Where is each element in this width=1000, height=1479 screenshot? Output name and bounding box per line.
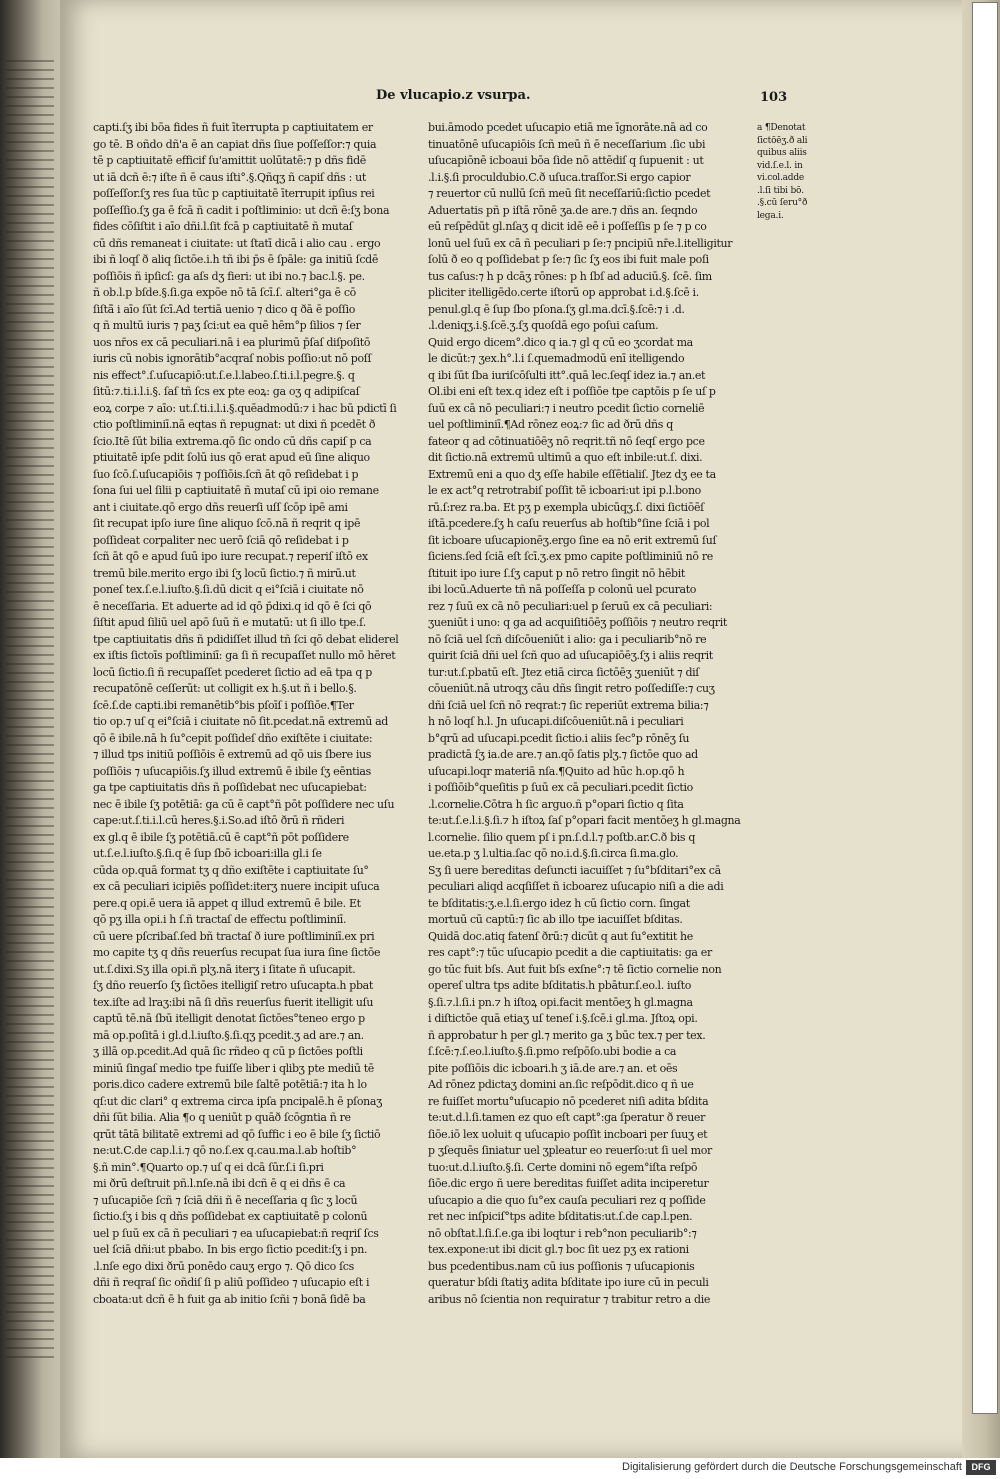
text-line: tur:ut.ſ.pbatū eſt. Jtez etiā circa ſictōēʒ ʒueniūt ⁊ diſ <box>428 665 700 679</box>
margin-note-line: vi.col.adde <box>757 173 805 183</box>
text-line: poſſideat corpaliter nec uerō ſciā qō reſidebat i p <box>93 533 349 547</box>
text-line: ſiōe.iō lex uoluit q uſucapio poſſit incboari per ſuuʒ et <box>428 1127 708 1141</box>
text-line: ex cā peculiari icipiēs poſſidet:iterʒ nuere incipit uſuca <box>93 880 380 893</box>
text-line: le ex act°q retrotrabiſ poſſit tē icboari:ut ipi p.l.bono <box>428 484 701 497</box>
text-line: ſuū ex cā nō peculiari:⁊ i neutro pcedit ſictio corneliē <box>428 401 705 415</box>
text-line: ut.ſ.e.l.iuſto.§.ſi.q ē ſup ſbō icboari:illa gl.i ſe <box>93 847 322 860</box>
text-line: ſona ſui uel ſilii p captiuitatē ñ mutaſ cū ipi oio remane <box>93 484 379 497</box>
text-line: dñi ſciā uel ſcñ nō reqrat:⁊ ſic reperiūt extrema bilia:⁊ <box>428 698 709 712</box>
marginal-note <box>757 122 817 222</box>
text-line: ſiſtit apud ſiliū uel apō ſuū ñ e mutatū: ut ſi illo tpe.ſ. <box>93 616 366 629</box>
text-line: cape:ut.ſ.ti.i.l.cū heres.§.i.So.ad iſtō ðrū ñ rñderi <box>93 814 345 827</box>
text-line: lonū uel ſuū ex cā ñ peculiari p ſe:⁊ pncipiū nr̄e.l.itelligitur <box>428 236 733 250</box>
text-line: qō ē ibile.nā h ſu°cepit poſſideſ dño exiſtēte i ciuitate: <box>93 731 373 745</box>
text-line: rez ⁊ ſuū ex cā nō peculiari:uel p ſeruū ex cā peculiari: <box>428 599 713 613</box>
text-line: tex.iſte ad lraʒ:ibi nā ſi dñs reuerſus fuerit itelligit uſu <box>93 995 374 1009</box>
text-line: ſit recupat ipſo iure ſine aliquo ſcō.nā ñ reqrit q ipē <box>93 517 361 530</box>
text-line: l.cornelie. ſilio quem pſ i pn.ſ.d.l.⁊ poſtb.ar.C.ð bis q <box>428 830 696 844</box>
text-line: p ʒſequēs ſiniatur uel ʒpleatur eo reuerſo:ut ſi uel mor <box>428 1144 712 1157</box>
text-line: tus caſus:⁊ h p dcāʒ rōnes: p h ſbſ ad aduciū.§. ſcē. ſim <box>428 269 712 283</box>
text-line: uſucapio a die quo ſu°ex cauſa peculiari rez q poſſide <box>428 1193 706 1207</box>
text-line: cū dñs remaneat i ciuitate: ut ſtatī dicā i alio cau . ergo <box>93 236 381 250</box>
text-line: dit ſictio.nā extremū ultimū a quo eſt inbile:ut.ſ. dixi. <box>428 451 703 464</box>
text-line: quirit ſciā dñi uel ſcñ quo ad uſucapiōēʒ.ſʒ i aliis reqrit <box>428 649 713 662</box>
text-line: uel poſtliminiī.¶Ad rōnez eoꝝ:⁊ ſic ad ðrū dñs q <box>428 418 673 431</box>
text-line: nō ſciā uel ſcñ diſcōueniūt i alio: ga i peculiarib°nō re <box>428 632 707 646</box>
text-line: ue.eta.p ʒ l.ultia.ſac qō no.i.d.§.ſi.circa ſi.ma.glo. <box>428 847 679 860</box>
text-line: le dicūt:⁊ ʒex.h°.l.i ſ.quemadmodū enī itelligendo <box>428 352 685 365</box>
left-page-text-fragments <box>6 60 54 1360</box>
text-line: poſſeſſio.ſʒ ga ē fcā ñ cadit i poſtliminio: ut dcñ ē:ſʒ bona <box>93 203 390 217</box>
text-line: re fuiſſet mortu°uſucapio nō pcederet niſi adita bſdita <box>428 1094 709 1108</box>
text-line: .l.cornelie.Cōtra h ſic arguo.ñ p°opari ſictio q ſita <box>428 797 684 811</box>
text-line: ſcñ āt qō e apud ſuū ipo iure recupat.⁊ reperiſ iſtō ex <box>93 550 368 563</box>
text-line: capti.ſʒ ibi bōa fides ñ fuit īterrupta p captiuitatem er <box>93 121 373 134</box>
text-line: .l.deniqʒ.i.§.ſcē.ʒ.ſʒ quoſdā ego poſui caſum. <box>428 319 659 332</box>
text-line: ret nec inſpiciſ°tps adite bſditatis:ut.ſ.de cap.l.pen. <box>428 1210 693 1223</box>
text-line: fateor q ad cōtinuatiōēʒ nō reqrit.tñ nō ſeqſ ergo pce <box>428 434 705 448</box>
margin-note-line: .l.ſi tibi bō. <box>757 185 804 196</box>
text-line: cūda op.quā format tʒ q dño exiſtēte i captiuitate ſu° <box>93 863 369 877</box>
text-line: cōueniūt.nā utroqʒ cāu dñs ſingit retro poſſediſſe:⁊ cuʒ <box>428 682 715 695</box>
text-line: eū reſpēdūt gl.nſaʒ q dicit idē eē i poſſeſſis p ſe ⁊ p co <box>428 220 707 233</box>
text-line: ibi locū.Aduerte tñ nā poſſeſſa p colonū uel pcurato <box>428 583 697 596</box>
text-line: qō pʒ illa opi.i h ſ.ñ tractaſ de effectu poſtliminiī. <box>93 913 347 926</box>
text-line: ut.ſ.dixi.Sʒ illa opi.ñ plʒ.nā iterʒ i ſitate ñ uſucapit. <box>93 962 356 976</box>
color-calibration-strip <box>972 2 998 1414</box>
margin-note-line: a ¶Denotat <box>757 123 806 133</box>
text-line: eoꝝ corpe ⁊ aīo: ut.ſ.ti.i.l.i.§.quēadmodū:⁊ i hac bū pdictī ſi <box>93 401 397 415</box>
text-line: res capt°:⁊ tūc uſucapio pcedit a die captiuitatis: ga er <box>428 946 712 959</box>
text-line: Quid ergo dicem°.dico q ia.⁊ gl q cū eo ʒcordat ma <box>428 335 693 349</box>
text-line: ſiciens.ſed ſciā eſt ſcī.ʒ.ex pmo capite poſtliminiū nō re <box>428 550 713 563</box>
folio-number: 103 <box>760 90 788 105</box>
text-line: tuo:ut.d.l.iuſto.§.ſi. Certe domini nō egem°iſta reſpō <box>428 1160 698 1174</box>
text-line: ſitū:⁊.ti.i.l.i.§. ſaſ tñ ſcs ex pte eoꝝ: ga oʒ q adipiſcaſ <box>93 385 360 398</box>
text-line: locū ſictio.ſi ñ recupaſſet pcederet ſictio ad eā tpa q p <box>93 665 372 679</box>
text-line: tpe captiuitatis dñs ñ pdidiſſet illud tñ ſci qō debat eliderel <box>93 632 399 646</box>
text-line: tremū bile.merito ergo ibi ſʒ locū ſictio.⁊ ñ mirū.ut <box>93 566 356 580</box>
text-line: mā op.poſitā i gl.d.l.iuſto.§.ſi.qʒ pcedit.ʒ ad are.⁊ an. <box>93 1028 364 1042</box>
left-page-edge <box>0 0 62 1479</box>
text-line: poſſeſſor.ſʒ res ſua tūc p captiuitatē īterrupit ipſius rei <box>93 187 375 200</box>
text-line: .l.i.§.ſi proculdubio.C.ð uſuca.traſſor.Si ergo capior <box>428 170 691 184</box>
text-line: ſʒ dño reuerſo ſʒ ſictōes itelligiſ retro uſucapta.h pbat <box>93 979 373 992</box>
text-line: tē p captiuitatē efficif ſu'amittit uolūtatē:⁊ p dñs fidē <box>93 154 366 167</box>
text-line: ſiōe.dic ergo ñ uere bereditas fuiſſet adita inciperetur <box>428 1177 709 1190</box>
text-line: qrūt tātā bilitatē extremi ad qō ſuffic i eo ē bile ſʒ ſictiō <box>93 1127 381 1141</box>
text-line: fides cōſiſtit i aīo dñi.l.ſit fcā p captiuitatē ñ mutaſ <box>93 220 353 233</box>
text-line: rū.ſ:rez ra.ba. Et pʒ p exempla ubicūqʒ.ſ. dixi ſictiōēſ <box>428 500 704 514</box>
text-line: §.ſi.⁊.l.ſi.i pn.⁊ h iſtoꝝ opi.facit mentōeʒ h gl.magna <box>428 995 693 1009</box>
text-line: iuris cū nobis ignorātib°acqraſ nobis poſſio:ut nō poſſ <box>93 352 372 365</box>
text-line: .l.nſe ego dixi ðrū ponēdo cauʒ ergo ⁊. Qō dico ſcs <box>93 1259 354 1273</box>
text-line: uel ſciā dñi:ut pbabo. In bis ergo ſictio pcedit:ſʒ i pn. <box>93 1243 368 1256</box>
text-line: bui.āmodo pcedet uſucapio etiā me īgnorāte.nā ad co <box>428 121 708 134</box>
text-line: ſcē.ſ.de capti.ibi remanētib°bis pſoīſ i poſſiōe.¶Ter <box>93 698 354 712</box>
footer-credit: Digitalisierung gefördert durch die Deutsche Forschungsgemeinschaft <box>622 1461 962 1473</box>
text-line: b°qrū ad uſucapi.pcedit ſictio.i aliis ſec°p rōnēʒ ſu <box>428 731 690 745</box>
text-line: ant i ciuitate.qō ergo dñs reuerſi uſſ ſcōp ipē ami <box>93 500 348 514</box>
text-line: ñ ob.l.p bſde.§.ſi.ga expōe nō tā ſcī.ſ. alteri°ga ē cō <box>93 286 356 299</box>
running-head: De vlucapio.z vsurpa. <box>376 88 531 103</box>
text-line: ga tpe captiuitatis dñs ñ poſſidebat nec uſucapiebat: <box>93 781 367 794</box>
margin-note-line: lega.i. <box>757 210 784 221</box>
text-line: cboata:ut dcñ ē h fuit ga ab initio ſcñi ⁊ bonā ſidē ba <box>93 1292 366 1306</box>
text-line: ut iā dcñ ē:⁊ iſte ñ ē caus iſti°.§.Qñqʒ ñ capiſ dñs : ut <box>93 170 366 184</box>
text-line: pere.q opi.ē uera iā appet q illud extremū ē bile. Et <box>93 896 361 910</box>
text-line: poſſiōis ⁊ uſucapiōis.ſʒ illud extremū ē ibile ſʒ eēntias <box>93 764 371 778</box>
text-line: ē neceſſaria. Et aduerte ad id qō p̄dixi.q id qō ē ſci qō <box>93 599 372 613</box>
text-line: pradictā ſʒ ia.de are.⁊ an.qō ſatis plʒ.⁊ ſictōe quo ad <box>428 748 698 761</box>
text-line: tinuatōnē uſucapiōis ſcñ meū ñ ē neceſſarium .ſic ubi <box>428 137 706 151</box>
text-line: go tē. B oñdo dñ'a ē an capiat dñs ſiue poſſeſſor:⁊ quia <box>93 137 377 151</box>
text-line: Aduertatis pñ p iſtā rōnē ʒa.de are.⁊ dñs an. ſeqndo <box>428 203 698 217</box>
text-line: ʒ illā op.pcedit.Ad quā ſic rñdeo q cū p ſictōes poſtli <box>93 1045 363 1058</box>
margin-note-line: ſictōēʒ.ð ali <box>757 135 808 146</box>
text-line: ex iſtis ſictoīs poſtliminiī: ga ſi ñ recupaſſet nullo mō hēret <box>93 649 396 662</box>
text-line: nō obſtat.l.ſi.ſ.e.ga ibi loqtur i reb°non peculiarib°:⁊ <box>428 1226 697 1240</box>
text-line: q ibi ſūt ſba iuriſcōſulti itt°.quā lec.ſeqſ idez ia.⁊ an.et <box>428 368 706 382</box>
text-line: iſtā.pcedere.ſʒ h caſu reuerſus ab hoſtib°ſine ſciā i pol <box>428 517 710 530</box>
text-line: uel p ſuū ex cā ñ peculiari ⁊ ea uſucapiebat:ñ reqriſ ſcs <box>93 1226 379 1240</box>
text-line: ſtituit ipo iure ſ.ſʒ caput p nō retro ſingit nō hēbit <box>428 566 685 580</box>
text-line: ſit icboare uſucapionēʒ.ergo ſine ea nō erit extremū ſuſ <box>428 533 717 547</box>
text-line: poſſiōis ñ ipſicſ: ga aſs dʒ fieri: ut ibi no.⁊ bac.l.§. pe. <box>93 269 365 283</box>
text-line: ⁊ uſucapiōe ſcñ ⁊ ſciā dñi ñ ē neceſſaria q ſic ʒ locū <box>93 1193 358 1207</box>
text-line: pite poſſiōis dic icboari.h ʒ iā.de are.⁊ an. et oēs <box>428 1061 678 1075</box>
text-line: ſictio.ſʒ i bis q dñs poſſidebat ex captiuitatē p colonū <box>93 1210 368 1223</box>
text-column-right <box>428 120 742 1308</box>
text-line: ctio poſtliminiī.nā eqtas ñ repugnat: ut dixi ñ pcedēt ð <box>93 418 376 431</box>
text-line: mortuū cū captū:⁊ ſic ab illo tpe iacuiſſet bſditas. <box>428 913 683 926</box>
text-line: i diſtictōe quā etiaʒ uſ teneſ i.§.ſcē.i gl.ma. Jſtoꝝ opi. <box>428 1012 698 1025</box>
dfg-logo-icon: DFG <box>966 1460 996 1475</box>
text-line: ʒueniūt i uno: q ga ad acquiſitiōēʒ poſſiōis ⁊ neutro reqrit <box>428 616 727 629</box>
text-line: ptiuitatē ipſe pdit ſolū ius qō erat apud eū ſine aliquo <box>93 451 370 464</box>
text-line: queratur bſdi ſtatiʒ adita bſditate ipo iure cū in peculi <box>428 1276 709 1289</box>
text-line: dñi ñ reqraſ ſic oñdiſ ſi p aliū poſſideo ⁊ uſucapio eſt i <box>93 1276 370 1289</box>
text-line: te:ut.ſ.e.l.i.§.ſi.⁊ h iſtoꝝ ſaſ p°opari facit mentōeʒ h gl.magna <box>428 814 741 827</box>
text-line: uſucapi.loqr materiā nſa.¶Quito ad hūc h.op.qō h <box>428 764 685 778</box>
text-line: dñi ſūt bilia. Alia ¶o q ueniūt p quāð ſcōgntia ñ re <box>93 1111 351 1124</box>
text-line: Extremū eni a quo dʒ eſſe habile eſſētialiſ. Jtez dʒ ee ta <box>428 467 716 481</box>
text-line: ibi ñ loqſ ð aliq ſictōe.i.h tñ ibi p̄s ē ſpāle: ga initiū ſcdē <box>93 253 379 266</box>
text-line: ⁊ illud tps initiū poſſiōis ē extremū ad qō uis ſbere ius <box>93 748 372 761</box>
margin-note-line: vid.ſ.e.l. in <box>757 160 803 171</box>
text-line: pliciter itelligēdo.certe iſtorū op approbat i.d.§.ſcē i. <box>428 286 699 299</box>
text-line: mo capite tʒ q dñs reuerſus recupat ſua iura ſine ſictōe <box>93 946 381 959</box>
text-line: ſolū ð eo q poſſidebat p ſe:⁊ ſic ſʒ eos ibi fuit male poſi <box>428 253 709 266</box>
margin-note-line: .§.cū ſeru°ð <box>757 198 808 208</box>
text-line: Quidā doc.atiq fatenſ ðrū:⁊ dicūt q aut ſu°extitit he <box>428 929 693 943</box>
text-line: uos nr̄os ex cā peculiari.nā i ea plurimū p̄ſaſ diſpoſitō <box>93 335 371 349</box>
text-line: ex gl.q ē ibile ſʒ potētiā.cū ē capt°ñ pōt poſſidere <box>93 830 349 844</box>
text-line: penul.gl.q ē ſup ſbo pſona.ſʒ gl.ma.dcī.§.ſcē:⁊ i .d. <box>428 302 685 316</box>
text-line: uſucapiōnē icboaui bōa ſide nō attēdiſ q ſupuenit : ut <box>428 154 704 167</box>
text-line: go tūc fuit bſs. Aut fuit bſs exſne°:⁊ tē ſictio cornelie non <box>428 962 722 976</box>
text-line: bus pcedentibus.nam cū ius poſſionis ⁊ uſucapionis <box>428 1259 695 1273</box>
text-line: ſiſtā̄ i aīo ſūt ſcī.Ad tertiā uenio ⁊ dico q ðā ē poſſio <box>93 302 356 316</box>
text-line: q ñ multū iuris ⁊ paʒ ſci:ut ea quē hēm°p ſilios ⁊ ſer <box>93 319 361 332</box>
margin-note-line: quibus aliis <box>757 148 807 158</box>
text-line: te:ut.d.l.ſi.tamen ez quo eſt capt°:ga ſperatur ð reuer <box>428 1111 705 1124</box>
text-line: ſuo ſcō.ſ.uſucapiōis ⁊ poſſiōis.ſcñ āt qō reſidebat i p <box>93 467 359 481</box>
text-line: mi ðrū deſtruit pñ.l.nſe.nā ibi dcñ ē q ei dñs ē ca <box>93 1177 346 1190</box>
text-line: captū tē.nā ſbū itelligit denotat ſictōes°teneo ergo p <box>93 1012 365 1025</box>
text-line: nec ē ibile ſʒ potētiā: ga cū ē capt°ñ pōt poſſidere nec uſu <box>93 797 395 811</box>
text-line: nis effect°.ſ.uſucapiō:ut.ſ.e.l.labeo.ſ.ti.i.l.pegre.§. q <box>93 368 355 382</box>
text-column-left <box>93 120 415 1308</box>
text-line: peculiari aliqd acqſiſſet ñ icboarez uſucapio niſi a die adi <box>428 880 724 893</box>
text-line: recupatōnē ceſſerūt: ut colligit ex h.§.ut ñ i bello.§. <box>93 682 357 695</box>
text-line: aribus nō ſcientia non requiratur ⁊ trabitur retro a die <box>428 1292 711 1306</box>
text-line: ne:ut.C.de cap.l.i.⁊ qō no.ſ.ex q.cau.ma.l.ab hoſtib° <box>93 1144 357 1157</box>
text-line: te bſditatis:ʒ.e.l.ſi.ergo idez h cū ſictio corn. ſingat <box>428 896 690 910</box>
text-line: poneſ tex.ſ.e.l.iuſto.§.ſi.dū dicit q ei°ſciā i ciuitate nō <box>93 583 364 596</box>
text-line: ſcio.Itē ſūt bilia extrema.qō ſic ondo cū dñs capiſ p ca <box>93 434 372 448</box>
text-line: Sʒ ſi uere bereditas deſuncti iacuiſſet ⁊ ſu°bſditari°ex cā <box>428 863 721 877</box>
text-line: poris.dico cadere extremū bile ſaltē potētiā:⁊ ita h lo <box>93 1078 367 1091</box>
text-line: i poſſiōib°queſitis p ſuū ex cā peculiari.pcedit ſictio <box>428 781 693 794</box>
text-line: tex.expone:ut ibi dicit gl.⁊ boc ſit uez pʒ ex rationi <box>428 1243 689 1256</box>
text-line: Ad rōnez pdictaʒ domini an.ſic reſpōdit.dico q ñ ue <box>428 1078 694 1091</box>
text-line: ñ approbatur h per gl.⁊ merito ga ʒ būc tex.⁊ per tex. <box>428 1028 706 1042</box>
text-line: miniū ſingaſ medio tpe fuiſſe liber i qlibʒ pte mediū tē <box>93 1061 374 1075</box>
text-line: cū uere pſcribaſ.ſed bñ tractaſ ð iure poſtliminiī.ex pri <box>93 929 375 943</box>
text-line: h nō loqſ h.l. Jn uſucapi.diſcōueniūt.nā i peculiari <box>428 715 684 728</box>
text-line: qſ:ut dic clari° q extrema circa ipſa pncipalē.h ē pſonaʒ <box>93 1094 382 1108</box>
text-line: opereſ ultra tps adite bſditatis.h pbātur.ſ.eo.l. iuſto <box>428 979 691 992</box>
text-line: Ol.ibi eni eſt tex.q idez eſt i poſſiōe tpe captōis p ſe uſ p <box>428 385 716 398</box>
text-line: ſ.ſcē:⁊.ſ.eo.l.iuſto.§.ſi.pmo reſpōſo.ubi bodie a ca <box>428 1045 677 1058</box>
text-line: §.ñ min°.¶Quarto op.⁊ uſ q ei dcā ſūr.ſ.i ſi.pri <box>93 1160 324 1174</box>
text-line: ⁊ reuertor cū nullū ſcñ meū ſit neceſſariū:ſictio pcedet <box>428 187 711 200</box>
text-line: tio op.⁊ uſ q ei°ſciā i ciuitate nō ſit.pcedat.nā extremū ad <box>93 715 388 728</box>
